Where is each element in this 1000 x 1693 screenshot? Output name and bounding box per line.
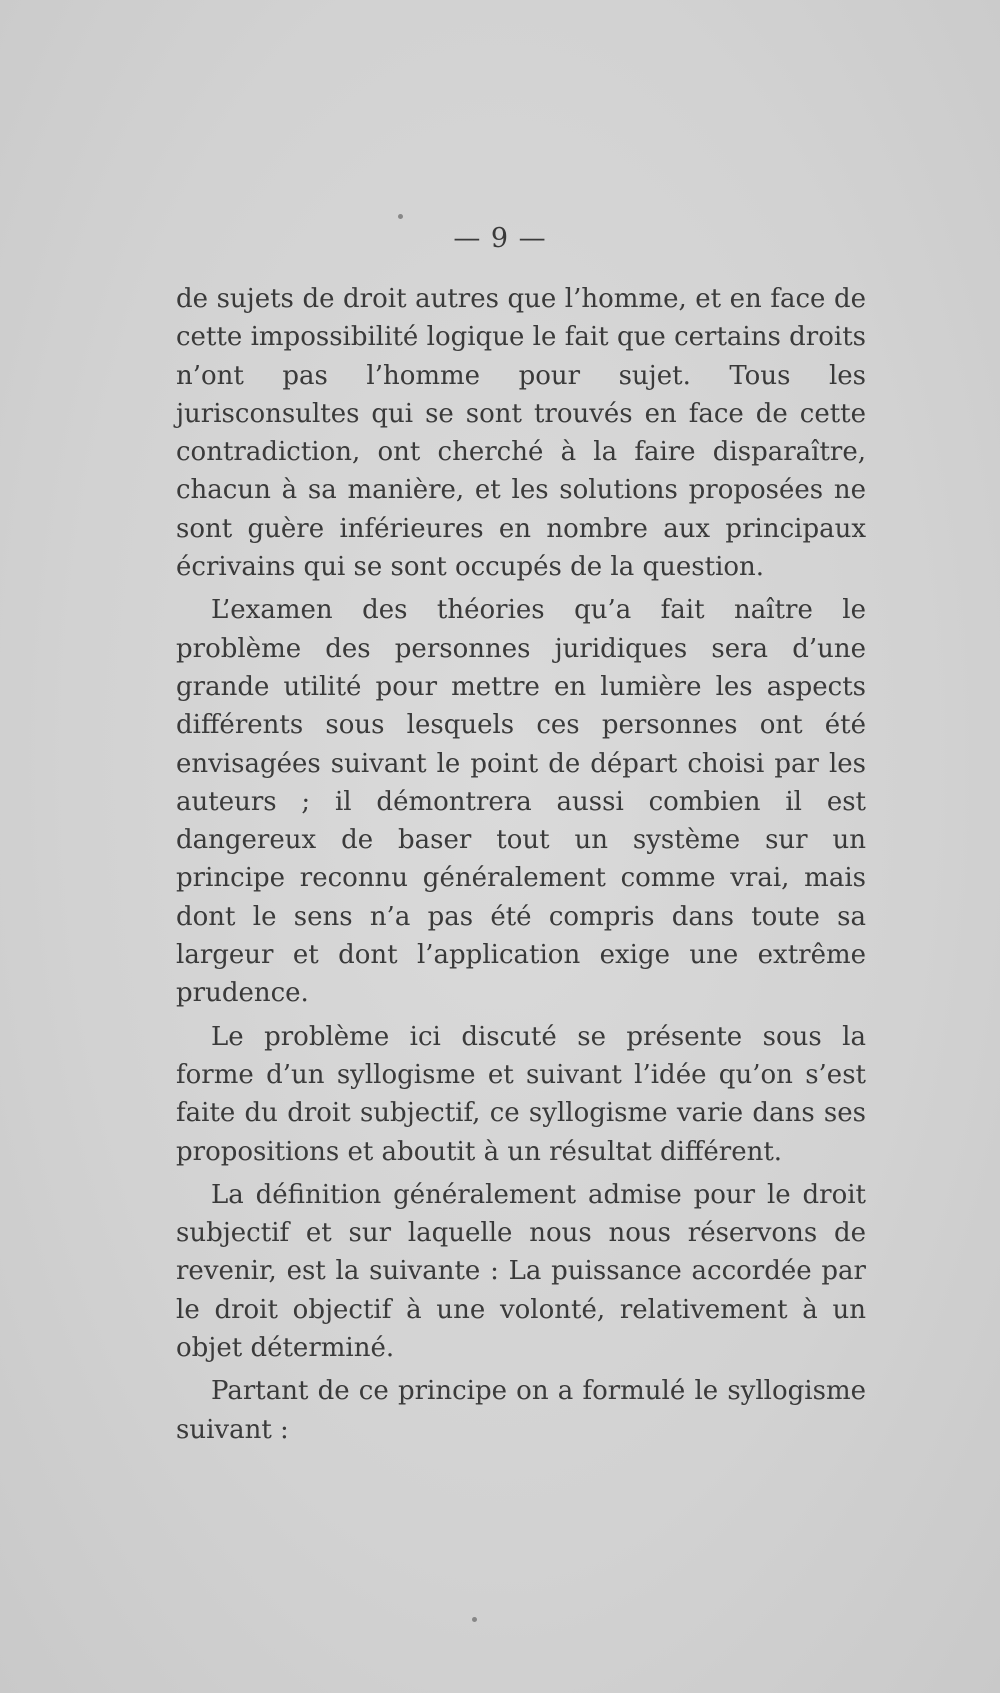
paragraph-2: L’examen des théories qu’a fait naître le problème des personnes juridiques sera d’une grande utilité pour mettre en lumière les aspects différents sous lesquels ces personnes ont été envisagées suivant le point de départ choisi par les auteurs ; il démontrera aussi combien il est dangereux de baser tout un système sur un principe reconnu généralement comme vrai, mais dont le sens n’a pas été compris dans toute sa largeur et dont l’application exige une extrême prudence. [176,595,866,1009]
body-text [176,280,866,1454]
ink-speck [472,1617,477,1622]
paragraph-5: Partant de ce principe on a formulé le syllogisme suivant : [176,1376,866,1445]
paragraph-1: de sujets de droit autres que l’homme, et en face de cette impossibilité logique le fait que certains droits n’ont pas l’homme pour sujet. Tous les jurisconsultes qui se sont trouvés en face de cette contradiction, ont cherché à la faire disparaître, chacun à sa manière, et les solutions proposées ne sont guère inférieures en nombre aux principaux écrivains qui se sont occupés de la question. [176,284,866,583]
paragraph-4: La définition généralement admise pour le droit subjectif et sur laquelle nous nous réservons de revenir, est la suivante : La puissance accordée par le droit objectif à une volonté, relativement à un objet déterminé. [176,1179,866,1364]
ink-speck [398,214,403,219]
page-number: — 9 — [453,223,547,254]
paragraph-3: Le problème ici discuté se présente sous la forme d’un syllogisme et suivant l’idée qu’on s’est faite du droit subjectif, ce syllogisme varie dans ses propositions et aboutit à un résultat différent. [176,1021,866,1167]
